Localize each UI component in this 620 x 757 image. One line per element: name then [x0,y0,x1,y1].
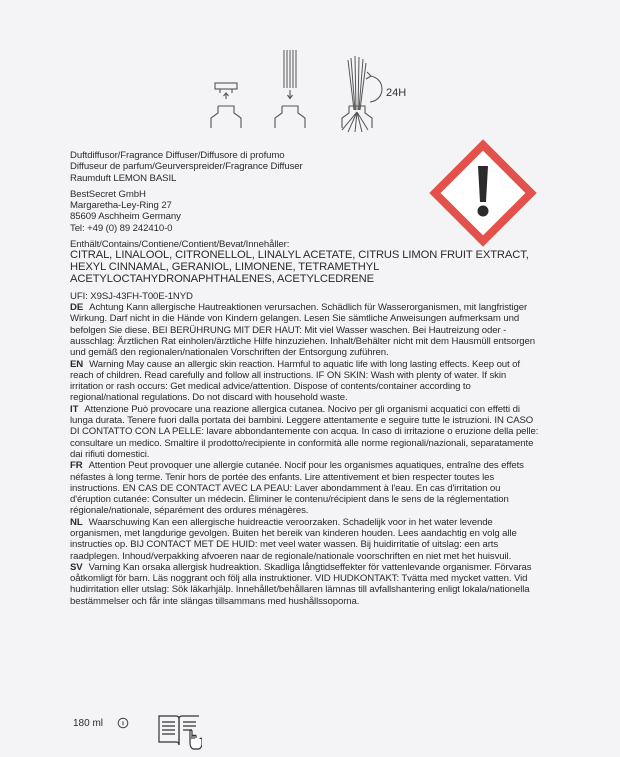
company-block [70,189,540,234]
product-line: Duftdiffusor/Fragrance Diffuser/Diffusore di profumo [70,150,285,161]
language-code: IT [70,403,79,415]
warning-section-it [70,404,540,460]
language-code: DE [70,302,84,314]
ufi-code: UFI: X9SJ-43FH-T00E-1NYD [70,290,193,302]
product-line: Raumduft LEMON BASIL [70,172,177,184]
volume-label: 180 ml [73,718,104,729]
warning-text: Attenzione Può provocare una reazione allergica cutanea. Nocivo per gli organismi acquatici con effetti di lunga durata. Tenere fuori dalla portata dei bambini. Leggere attentamente e seguire tutte le istruzioni. IN CASO DI CONTATTO CON LA PELLE: lavare abbondantemente con acqua. In caso di irritazione o eruzione della pelle: consultare un medico. Smaltire il prodotto/recipiente in conformità alle norme regionali/nazionali, separatamente dai rifiuti domestici. [70,403,539,460]
cap-removal-icon [211,83,241,128]
ingredients-block [70,239,540,286]
warning-text: Waarschuwing Kan een allergische huidreactie veroorzaken. Schadelijk voor in het water levende organismen, met langdurige gevolgen. Buiten het bereik van kinderen houden. Lees aandachtig en volg alle instructies op. BIJ CONTACT MET DE HUID: met veel water wassen. Bij huidirritatie of uitslag: een arts raadplegen. Inhoud/verpakking afvoeren naar de regionale/nationale voorschriften en niet met het huisvuil. [70,516,517,562]
usage-pictograms [200,50,430,145]
contains-label: Enthält/Contains/Contiene/Contient/Bevat/Innehåller: [70,239,290,251]
warning-text: Attention Peut provoquer une allergie cutanée. Nocif pour les organismes aquatiques, entraîne des effets néfastes à long terme. Tenir hors de portée des enfants. Lire attentivement et bien respecter toutes les instructions. EN CAS DE CONTACT AVEC LA PEAU: Laver abondamment à l'eau. En cas d'irritation ou d'éruption cutanée: Consulter un médecin. Éliminer le contenu/récipient dans le sens de la réglementation régionale/nationale, séparément des ordures ménagères. [70,460,524,517]
ingredients-line: CITRAL, LINALOOL, CITRONELLOL, LINALYL ACETATE, CITRUS LIMON FRUIT EXTRACT, [70,249,529,262]
language-code: NL [70,516,83,528]
warning-text: Varning Kan orsaka allergisk hudreaktion. Skadliga långtidseffekter för vattenlevande organismer. Förvaras oåtkomligt för barn. Läs noggrant och följ alla instruktioner. VID HUDKONTAKT: Tvätta med mycket vatten. Vid hudirritation eller utslag: Sök läkarhjälp. Innehållet/behållaren lämnas till avfallshantering enligt lokala/nationella bestämmelser och får inte slängas tillsammans med hushållssoporna. [70,561,532,607]
warning-section-nl [70,517,540,562]
flip-sticks-24h-icon [342,56,382,132]
company-line: Tel: +49 (0) 89 242410-0 [70,222,173,234]
warning-section-en [70,359,540,404]
warning-text: Warning May cause an allergic skin reaction. Harmful to aquatic life with long lasting effects. Keep out of reach of children. Read carefully and follow all instructions. IF ON SKIN: Wash with plenty of water. If skin irritation or rash occurs: Get medical advice/attention. Dispose of contents/container according to regional/national regulations. Do not discard with household waste. [70,358,520,404]
warning-text: Achtung Kann allergische Hautreaktionen verursachen. Schädlich für Wasserorganismen, mit langfristiger Wirkung. Darf nicht in die Hände von Kindern gelangen. Lesen Sie sämtliche Anweisungen aufmerksam und befolgen Sie diese. BEI BERÜHRUNG MIT DER HAUT: Mit viel Wasser waschen. Bei Hautreizung oder -ausschlag: Ärztlichen Rat einholen/ärztliche Hilfe hinzuziehen. Inhalt/Behälter nicht mit dem Hausmüll entsorgen und gemäß den regionalen/nationalen Vorschriften der Entsorgung zuführen. [70,302,536,359]
warning-section-de [70,302,540,358]
product-block [70,150,540,184]
warning-section-fr [70,460,540,516]
label-text [70,150,540,607]
warning-section-sv [70,562,540,607]
read-instructions-icon [156,712,202,752]
insert-sticks-icon [275,50,305,128]
info-circle-icon [117,717,129,729]
ingredients-line: HEXYL CINNAMAL, GERANIOL, LIMONENE, TETRAMETHYL [70,261,380,274]
product-line: Diffuseur de parfum/Geurverspreider/Fragrance Diffuser [70,161,303,173]
company-line: BestSecret GmbH [70,188,146,200]
interval-label: 24H [386,87,407,99]
language-code: EN [70,358,84,370]
language-code: FR [70,460,83,472]
language-code: SV [70,561,83,573]
company-line: 85609 Aschheim Germany [70,211,181,223]
company-line: Margaretha-Ley-Ring 27 [70,200,172,212]
ingredients-line: ACETYLOCTAHYDRONAPHTHALENES, ACETYLCEDRENE [70,272,374,285]
